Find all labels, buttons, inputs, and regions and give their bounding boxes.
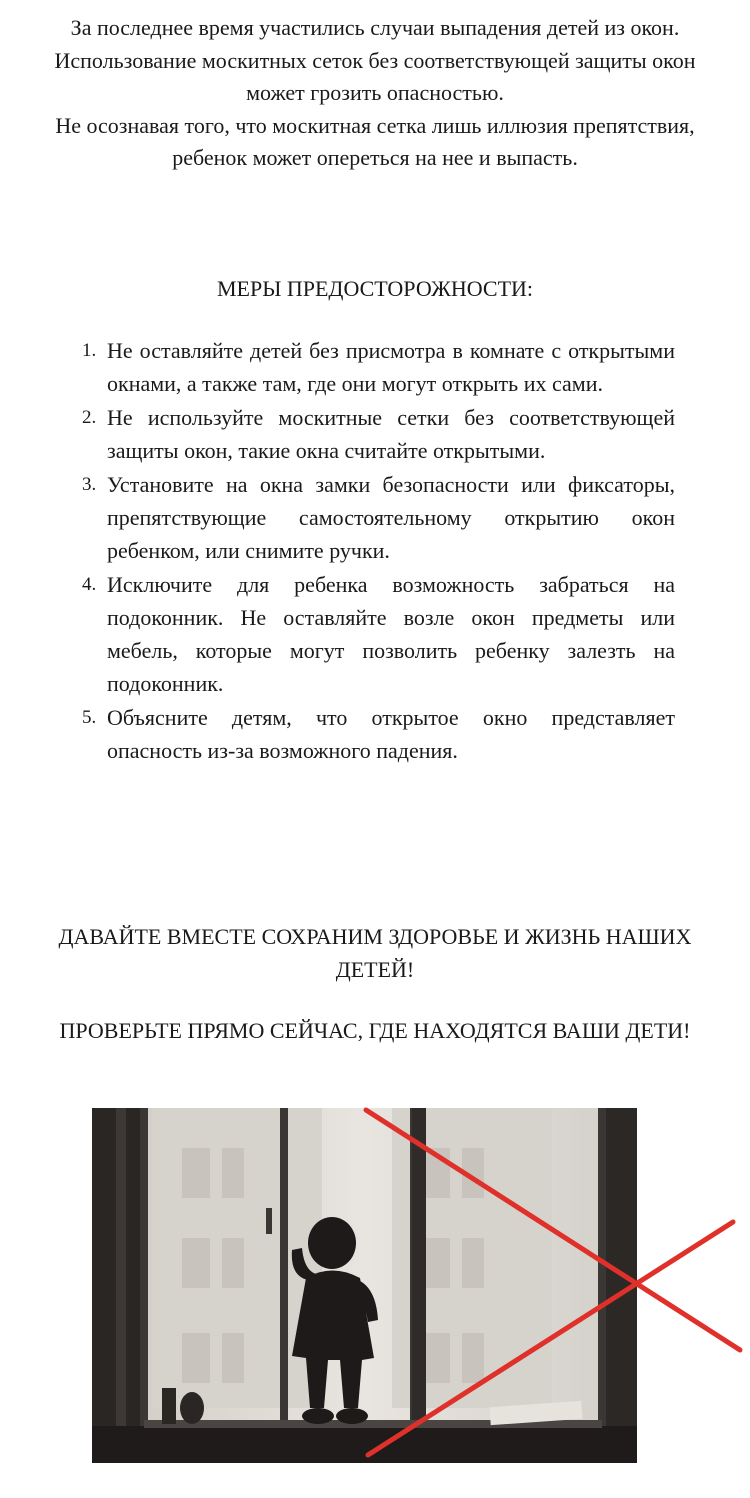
window-handle: [266, 1208, 272, 1234]
call-to-action-health: ДАВАЙТЕ ВМЕСТЕ СОХРАНИМ ЗДОРОВЬЕ И ЖИЗНЬ НАШИХ ДЕТЕЙ!: [58, 924, 692, 982]
measures-list: [0, 334, 750, 768]
child-at-window-photo: [92, 1108, 637, 1463]
list-item-number: 5.: [82, 707, 97, 728]
list-item: [0, 468, 750, 567]
list-item: [0, 568, 750, 700]
list-item-number: 1.: [82, 340, 97, 361]
intro-paragraph-2: Не осознавая того, что москитная сетка лишь иллюзия препятствия, ребенок может опереться на нее и выпасть.: [55, 112, 695, 170]
list-item-text: Исключите для ребенка возможность забраться на подоконник. Не оставляйте возле окон предметы или мебель, которые могут позволить ребенку залезть на подоконник.: [107, 572, 675, 696]
intro-text: [40, 12, 710, 175]
call-to-action-check-children: ПРОВЕРЬТЕ ПРЯМО СЕЙЧАС, ГДЕ НАХОДЯТСЯ ВАШИ ДЕТИ!: [59, 1018, 691, 1043]
right-wall: [602, 1108, 637, 1463]
window-scene-illustration: [92, 1108, 637, 1463]
intro-paragraph-1: За последнее время участились случаи выпадения детей из окон. Использование москитных сеток без соответствующей защиты окон может грозить опасностью.: [54, 15, 696, 105]
windowsill: [92, 1426, 637, 1463]
list-item: [0, 401, 750, 467]
list-item-text: Не оставляйте детей без присмотра в комнате с открытыми окнами, а также там, где они могут открыть их сами.: [107, 338, 675, 396]
list-item-text: Не используйте москитные сетки без соответствующей защиты окон, такие окна считайте открытыми.: [107, 405, 675, 463]
list-item: [0, 701, 750, 767]
list-item-text: Установите на окна замки безопасности или фиксаторы, препятствующие самостоятельному открытию окон ребенком, или снимите ручки.: [107, 472, 675, 563]
list-item-number: 3.: [82, 474, 97, 495]
list-item: [0, 334, 750, 400]
window-mullion: [412, 1108, 426, 1426]
list-item-text: Объясните детям, что открытое окно представляет опасность из-за возможного падения.: [107, 705, 675, 763]
list-item-number: 4.: [82, 574, 97, 595]
list-item-number: 2.: [82, 407, 97, 428]
measures-heading: МЕРЫ ПРЕДОСТОРОЖНОСТИ:: [216, 276, 534, 301]
